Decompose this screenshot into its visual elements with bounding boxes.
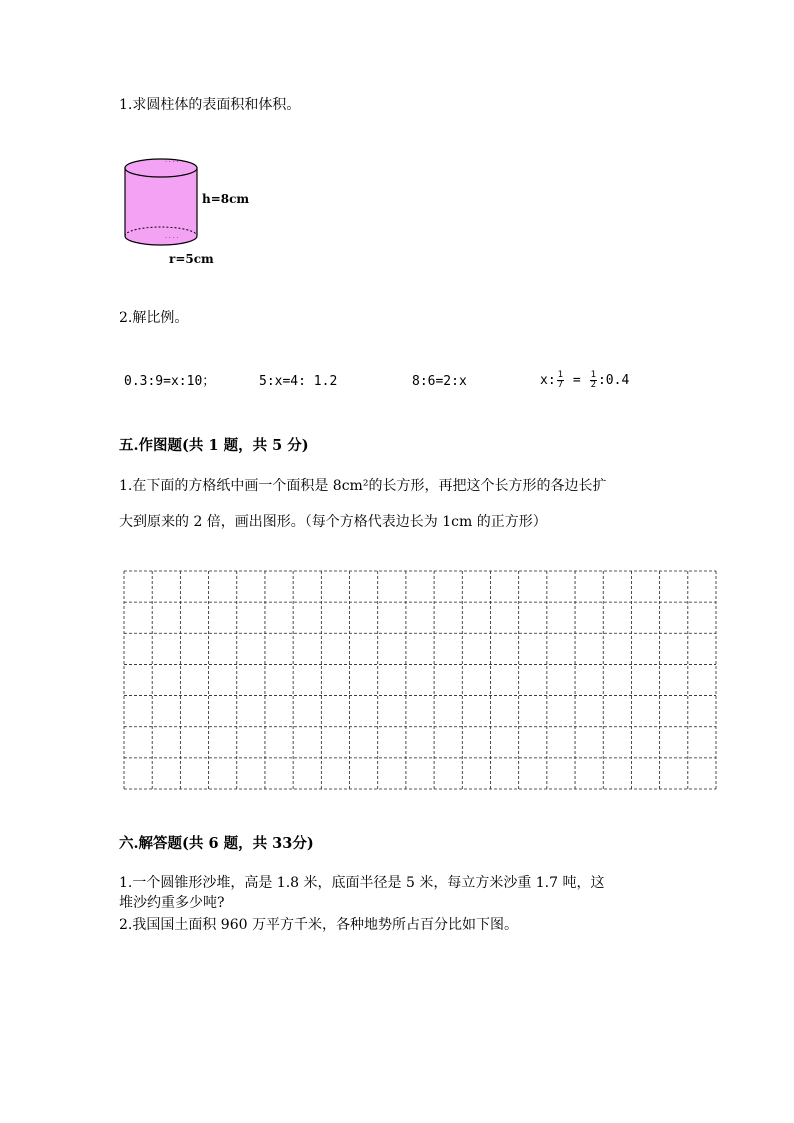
equation-3: 8:6=2:x (412, 374, 467, 389)
section-six-heading: 六.解答题(共 6 题，共 33分) (119, 835, 314, 852)
question-sand-line-2: 堆沙约重多少吨? (119, 895, 225, 911)
grid-lines (123, 570, 717, 790)
fraction-numerator: 1 (557, 370, 564, 380)
question-sand-line-1: 1.一个圆锥形沙堆，高是 1.8 米，底面半径是 5 米，每立方米沙重 1.7 吨，这 (119, 875, 605, 891)
question-cylinder: 1.求圆柱体的表面积和体积。 (119, 97, 301, 113)
eq4-suffix: :0.4 (597, 373, 630, 388)
equation-2: 5:x=4: 1.2 (259, 374, 338, 389)
question-proportion: 2.解比例。 (119, 310, 189, 326)
fraction-one-seventh (557, 371, 564, 390)
fraction-one-half (590, 371, 597, 390)
fraction-numerator: 1 (590, 370, 596, 380)
eq4-prefix: x: (540, 373, 556, 388)
cylinder-top-dots: · · · · (165, 159, 179, 166)
cylinder-top (125, 159, 197, 177)
cylinder-figure (120, 150, 250, 270)
cylinder-bottom-dots: · · · · (165, 235, 179, 242)
height-label: h=8cm (202, 192, 250, 206)
eq4-equals: = (572, 373, 581, 388)
equation-4 (540, 370, 629, 392)
equation-1: 0.3:9=x:10； (124, 374, 216, 389)
section-five-heading: 五.作图题(共 1 题，共 5 分) (119, 437, 309, 454)
fraction-denominator: 2 (590, 380, 596, 390)
cylinder-body (125, 168, 197, 245)
question-terrain: 2.我国国土面积 960 万平方千米，各种地势所占百分比如下图。 (119, 917, 518, 933)
square-grid[interactable] (123, 570, 717, 794)
fraction-denominator: 7 (557, 380, 564, 390)
question-draw-line-2: 大到原来的 2 倍，画出图形。（每个方格代表边长为 1cm 的正方形） (119, 514, 547, 530)
question-draw-line-1: 1.在下面的方格纸中画一个面积是 8cm²的长方形，再把这个长方形的各边长扩 (119, 478, 607, 494)
radius-label: r=5cm (169, 252, 214, 266)
